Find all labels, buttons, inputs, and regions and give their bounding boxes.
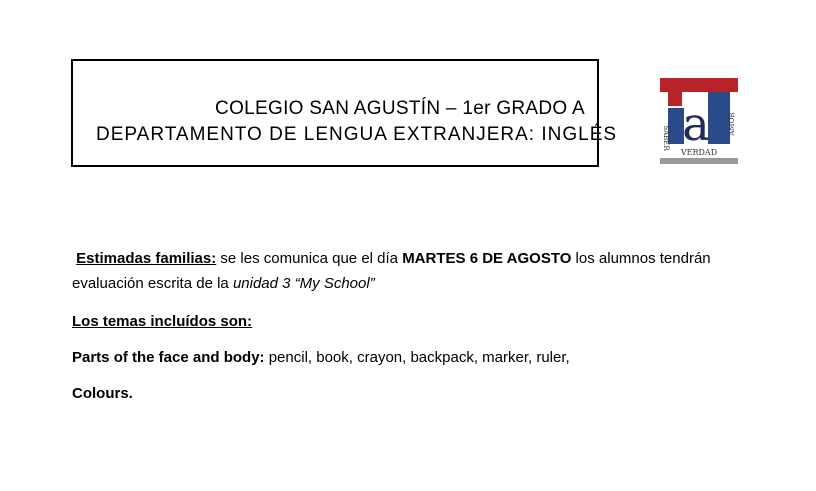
logo-left-text: SABER	[662, 125, 670, 151]
notice-body	[72, 246, 772, 417]
header-box	[71, 59, 618, 167]
intro-text: se les comunica que el día	[216, 250, 403, 267]
department-title: DEPARTAMENTO DE LENGUA EXTRANJERA: INGLÉS	[96, 124, 618, 145]
topic-label: Parts of the face and body:	[72, 349, 265, 366]
school-logo	[658, 74, 740, 166]
topic-item	[72, 381, 772, 406]
school-title: COLEGIO SAN AGUSTÍN – 1er GRADO A	[215, 98, 585, 119]
topic-item	[72, 345, 772, 370]
topic-label: Colours.	[72, 385, 133, 402]
exam-date: MARTES 6 DE AGOSTO	[402, 250, 572, 267]
logo-letter: a	[682, 97, 710, 151]
greeting: Estimadas familias:	[76, 250, 217, 267]
logo-right-text: AMOR	[728, 112, 736, 136]
logo-bottom-text: VERDAD	[680, 148, 718, 157]
topic-items: pencil, book, crayon, backpack, marker, ruler,	[264, 349, 570, 366]
topics-heading-text: Los temas incluídos son:	[72, 313, 253, 330]
after-date-text: los alumnos tendrán evaluación escrita de la	[72, 250, 711, 292]
unit-name: unidad 3 “My School”	[232, 275, 375, 292]
topics-heading	[72, 309, 772, 334]
notice-paragraph	[72, 246, 772, 296]
